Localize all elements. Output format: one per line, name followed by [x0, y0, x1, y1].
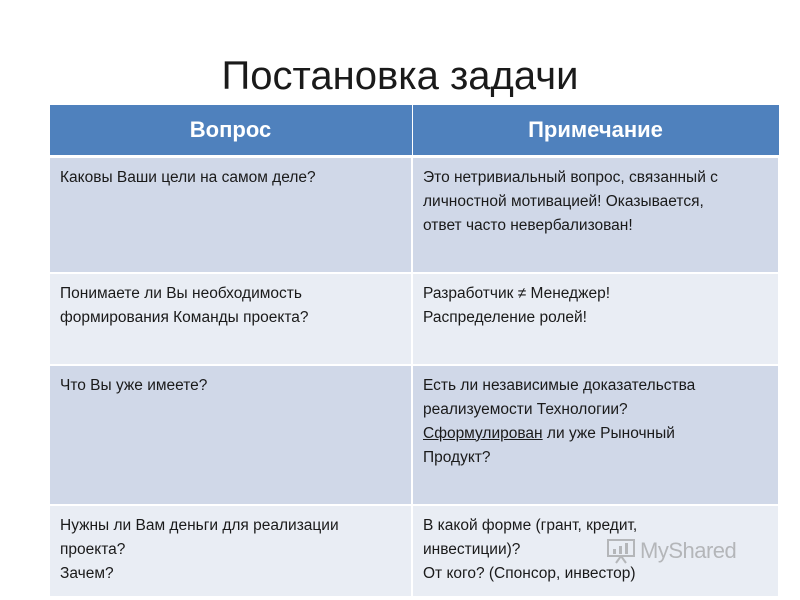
note-text: ли уже Рыночный Продукт?: [423, 424, 675, 466]
watermark: [606, 538, 736, 564]
question-cell: Нужны ли Вам деньги для реализации проекта? Зачем?: [49, 505, 412, 597]
watermark-text: MyShared: [640, 538, 737, 563]
note-cell: Разработчик ≠ Менеджер! Распределение ролей!: [412, 273, 779, 365]
question-cell: Каковы Ваши цели на самом деле?: [49, 157, 412, 273]
note-cell: Это нетривиальный вопрос, связанный с личностной мотивацией! Оказывается, ответ часто невербализован!: [412, 157, 779, 273]
note-cell: [412, 365, 779, 505]
question-cell: Что Вы уже имеете?: [49, 365, 412, 505]
table-header-row: [49, 105, 779, 157]
header-note: Примечание: [412, 105, 779, 157]
table-row: [49, 273, 779, 365]
note-text: Есть ли независимые доказательства реализуемости Технологии?: [423, 376, 696, 418]
slide-title: Постановка задачи: [221, 54, 579, 98]
table-row: [49, 365, 779, 505]
table-row: [49, 157, 779, 273]
header-question: Вопрос: [49, 105, 412, 157]
task-table: [48, 104, 780, 598]
question-cell: Понимаете ли Вы необходимость формирования Команды проекта?: [49, 273, 412, 365]
note-underlined-word: Сформулирован: [423, 424, 543, 442]
presentation-board-icon: [606, 538, 636, 564]
note-cell: В какой форме (грант, кредит, инвестиции)? От кого? (Спонсор, инвестор): [412, 505, 779, 597]
